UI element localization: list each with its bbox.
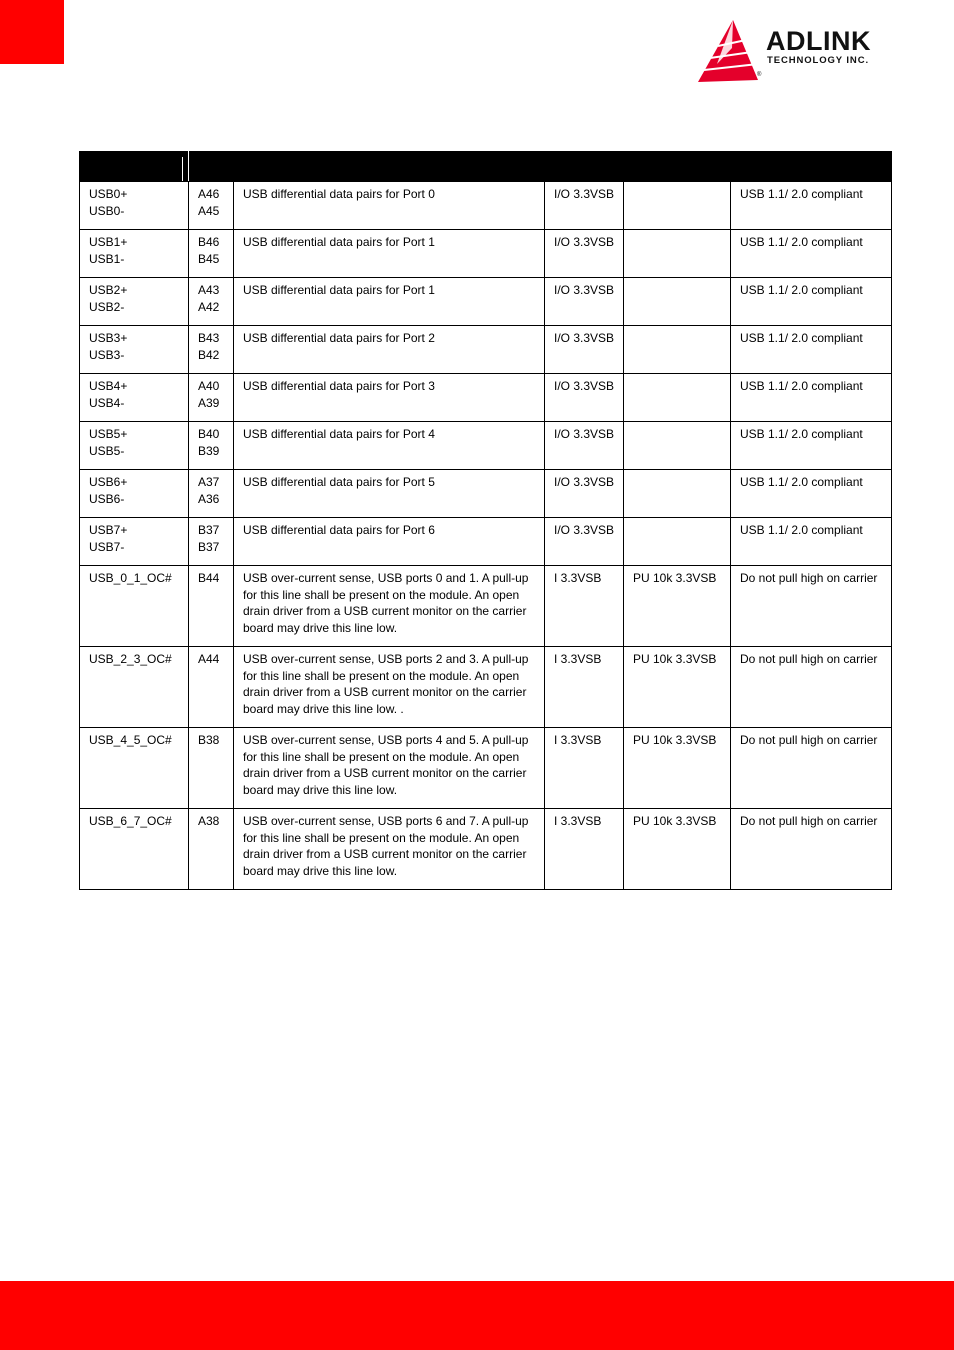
table-row <box>80 278 892 326</box>
pin-cell-line: A37 <box>198 475 220 489</box>
pu-pd-cell <box>624 422 731 470</box>
adlink-logo <box>696 18 910 84</box>
description-cell: USB differential data pairs for Port 0 <box>234 182 545 230</box>
pin-cell-line: B40 <box>198 427 220 441</box>
comment-cell: USB 1.1/ 2.0 compliant <box>731 326 892 374</box>
signal-cell <box>80 182 189 230</box>
signal-cell <box>80 518 189 566</box>
pin-cell <box>189 182 234 230</box>
signal-cell-line: USB_6_7_OC# <box>89 814 172 828</box>
signal-cell <box>80 470 189 518</box>
pu-pd-cell <box>624 326 731 374</box>
comment-cell: USB 1.1/ 2.0 compliant <box>731 374 892 422</box>
pin-cell <box>189 518 234 566</box>
pu-pd-cell: PU 10k 3.3VSB <box>624 809 731 890</box>
comment-cell: USB 1.1/ 2.0 compliant <box>731 470 892 518</box>
pin-cell <box>189 647 234 728</box>
signal-cell-line: USB1- <box>89 251 125 266</box>
signal-cell-line: USB_2_3_OC# <box>89 652 172 666</box>
pu-pd-cell <box>624 374 731 422</box>
description-cell: USB over-current sense, USB ports 0 and 1. A pull-up for this line shall be present on the module. An open drain driver from a USB current monitor on the carrier board may drive this line low. <box>234 566 545 647</box>
pu-pd-cell <box>624 230 731 278</box>
table-row <box>80 374 892 422</box>
pu-pd-cell: PU 10k 3.3VSB <box>624 728 731 809</box>
comment-cell: Do not pull high on carrier <box>731 566 892 647</box>
pin-cell <box>189 278 234 326</box>
signal-cell-line: USB0- <box>89 203 125 218</box>
pin-cell <box>189 374 234 422</box>
pin-cell <box>189 728 234 809</box>
header-cell <box>731 152 892 182</box>
io-type-cell: I/O 3.3VSB <box>545 326 624 374</box>
pin-cell-line: B37 <box>198 523 220 537</box>
pin-cell-line: B44 <box>198 571 220 585</box>
signal-cell-line: USB2- <box>89 299 125 314</box>
header-cell <box>234 152 545 182</box>
signal-cell-line: USB4+ <box>89 379 128 393</box>
logo-tagline: TECHNOLOGY INC. <box>767 55 869 66</box>
signal-cell-line: USB5- <box>89 443 125 458</box>
pin-cell <box>189 470 234 518</box>
pin-cell-line: A36 <box>198 491 220 506</box>
signal-cell <box>80 809 189 890</box>
pu-pd-cell <box>624 182 731 230</box>
signal-cell-line: USB0+ <box>89 187 128 201</box>
description-cell: USB over-current sense, USB ports 4 and 5. A pull-up for this line shall be present on the module. An open drain driver from a USB current monitor on the carrier board may drive this line low. <box>234 728 545 809</box>
io-type-cell: I/O 3.3VSB <box>545 422 624 470</box>
pin-cell-line: B37 <box>198 539 220 554</box>
signal-cell-line: USB7+ <box>89 523 128 537</box>
header-cell <box>545 152 624 182</box>
table-row <box>80 470 892 518</box>
comment-cell: USB 1.1/ 2.0 compliant <box>731 422 892 470</box>
pu-pd-cell <box>624 278 731 326</box>
pu-pd-cell: PU 10k 3.3VSB <box>624 566 731 647</box>
table-row <box>80 566 892 647</box>
signal-cell-line: USB5+ <box>89 427 128 441</box>
signal-cell <box>80 422 189 470</box>
signal-cell <box>80 326 189 374</box>
usb-signal-table <box>79 151 892 890</box>
io-type-cell: I/O 3.3VSB <box>545 230 624 278</box>
description-cell: USB differential data pairs for Port 6 <box>234 518 545 566</box>
table-row <box>80 326 892 374</box>
signal-cell-line: USB_4_5_OC# <box>89 733 172 747</box>
signal-cell-line: USB1+ <box>89 235 128 249</box>
header-cell <box>624 152 731 182</box>
table-row <box>80 728 892 809</box>
signal-cell <box>80 647 189 728</box>
pin-cell <box>189 326 234 374</box>
header-cell <box>80 152 189 182</box>
table-row <box>80 809 892 890</box>
table-row <box>80 647 892 728</box>
pin-cell-line: B39 <box>198 443 220 458</box>
comment-cell: USB 1.1/ 2.0 compliant <box>731 518 892 566</box>
pin-cell-line: B42 <box>198 347 220 362</box>
pin-cell-line: B45 <box>198 251 220 266</box>
description-cell: USB over-current sense, USB ports 2 and 3. A pull-up for this line shall be present on the module. An open drain driver from a USB current monitor on the carrier board may drive this line low. . <box>234 647 545 728</box>
signal-cell-line: USB3+ <box>89 331 128 345</box>
corner-tab <box>0 0 64 64</box>
pin-cell-line: B38 <box>198 733 220 747</box>
footer-bar <box>0 1281 954 1350</box>
table-row <box>80 422 892 470</box>
signal-cell-line: USB_0_1_OC# <box>89 571 172 585</box>
pin-cell-line: A42 <box>198 299 220 314</box>
description-cell: USB over-current sense, USB ports 6 and 7. A pull-up for this line shall be present on the module. An open drain driver from a USB current monitor on the carrier board may drive this line low. <box>234 809 545 890</box>
pin-cell-line: A46 <box>198 187 220 201</box>
pin-cell-line: B46 <box>198 235 220 249</box>
pin-cell-line: B43 <box>198 331 220 345</box>
pin-cell-line: A38 <box>198 814 220 828</box>
description-cell: USB differential data pairs for Port 4 <box>234 422 545 470</box>
io-type-cell: I 3.3VSB <box>545 647 624 728</box>
signal-cell-line: USB2+ <box>89 283 128 297</box>
signal-cell <box>80 230 189 278</box>
comment-cell: Do not pull high on carrier <box>731 809 892 890</box>
comment-cell: Do not pull high on carrier <box>731 647 892 728</box>
pin-cell-line: A45 <box>198 203 220 218</box>
signal-cell <box>80 278 189 326</box>
signal-cell <box>80 374 189 422</box>
io-type-cell: I 3.3VSB <box>545 728 624 809</box>
signal-cell-line: USB6+ <box>89 475 128 489</box>
io-type-cell: I/O 3.3VSB <box>545 470 624 518</box>
io-type-cell: I 3.3VSB <box>545 566 624 647</box>
pu-pd-cell: PU 10k 3.3VSB <box>624 647 731 728</box>
description-cell: USB differential data pairs for Port 2 <box>234 326 545 374</box>
io-type-cell: I/O 3.3VSB <box>545 182 624 230</box>
table-header-row <box>80 152 892 182</box>
signal-cell <box>80 566 189 647</box>
comment-cell: USB 1.1/ 2.0 compliant <box>731 230 892 278</box>
pin-cell <box>189 566 234 647</box>
signal-cell-line: USB6- <box>89 491 125 506</box>
pin-cell <box>189 230 234 278</box>
description-cell: USB differential data pairs for Port 1 <box>234 230 545 278</box>
pu-pd-cell <box>624 470 731 518</box>
signal-cell-line: USB7- <box>89 539 125 554</box>
logo-brand: ADLINK <box>766 26 871 56</box>
io-type-cell: I 3.3VSB <box>545 809 624 890</box>
header-cell <box>189 152 234 182</box>
io-type-cell: I/O 3.3VSB <box>545 374 624 422</box>
signal-cell-line: USB3- <box>89 347 125 362</box>
pin-cell-line: A44 <box>198 652 220 666</box>
table-row <box>80 518 892 566</box>
io-type-cell: I/O 3.3VSB <box>545 518 624 566</box>
logo-triangle-icon <box>696 18 762 84</box>
pin-cell <box>189 809 234 890</box>
pin-cell <box>189 422 234 470</box>
io-type-cell: I/O 3.3VSB <box>545 278 624 326</box>
table-row <box>80 230 892 278</box>
description-cell: USB differential data pairs for Port 5 <box>234 470 545 518</box>
comment-cell: Do not pull high on carrier <box>731 728 892 809</box>
pin-cell-line: A40 <box>198 379 220 393</box>
comment-cell: USB 1.1/ 2.0 compliant <box>731 278 892 326</box>
description-cell: USB differential data pairs for Port 1 <box>234 278 545 326</box>
signal-cell-line: USB4- <box>89 395 125 410</box>
pin-cell-line: A43 <box>198 283 220 297</box>
comment-cell: USB 1.1/ 2.0 compliant <box>731 182 892 230</box>
pu-pd-cell <box>624 518 731 566</box>
logo-registered: ® <box>757 72 762 78</box>
signal-cell <box>80 728 189 809</box>
pin-cell-line: A39 <box>198 395 220 410</box>
table-row <box>80 182 892 230</box>
description-cell: USB differential data pairs for Port 3 <box>234 374 545 422</box>
